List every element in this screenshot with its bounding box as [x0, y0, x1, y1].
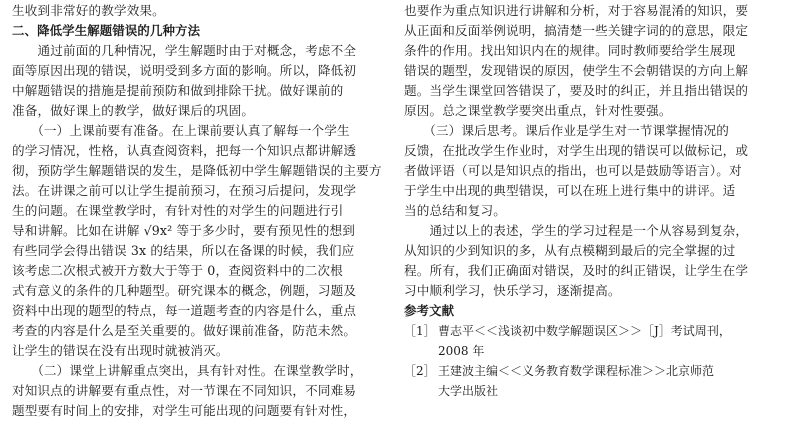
reference-number: ［2］: [404, 364, 436, 378]
text-line: 式有意义的条件的几种题型。研究课本的概念，例题，习题及: [12, 283, 357, 298]
text-line: 者做评语（可以是知识点的指出，也可以是鼓励等语言）。对: [404, 163, 742, 178]
text-line: 中解题错误的措施是提前预防和做到排除干扰。做好课前的: [12, 83, 344, 98]
text-line: 有些同学会得出错误 3x 的结果，所以在备课的时候，我们应: [12, 243, 355, 258]
reference-text: 曹志平＜＜浅谈初中数学解题误区＞＞［J］考试周刊，: [438, 324, 731, 338]
text-line: 彻，预防学生解题错误的发生，是降低初中学生解题错误的主要方: [12, 163, 382, 178]
text-line: 习中顺利学习，快乐学习，逐渐提高。: [404, 283, 621, 298]
text-line: 该考虑二次根式被开方数大于等于 0，查阅资料中的二次根: [12, 263, 343, 278]
reference-text: 王建波主编＜＜义务教育数学课程标准＞＞北京师范: [438, 364, 715, 378]
text-line: 面等原因出现的错误，说明受到多方面的影响。所以，降低初: [12, 63, 357, 78]
text-line: 程。所有，我们正确面对错误，及时的纠正错误，让学生在学: [404, 263, 749, 278]
section-heading: 二、降低学生解题错误的几种方法: [12, 23, 201, 38]
text-line: 错误的题型，发现错误的原因，使学生不会朝错误的方向上解: [404, 63, 749, 78]
text-line: 从知识的少到知识的多，从有点模糊到最后的完全掌握的过: [404, 243, 736, 258]
text-line: 法。在讲课之前可以让学生提前预习，在预习后提问，发现学: [12, 183, 357, 198]
text-line: 生收到非常好的教学效果。: [12, 3, 165, 18]
text-line: 反馈，在批改学生作业时，对学生出现的错误可以做标记，或: [404, 143, 749, 158]
text-line: （一）上课前要有准备。在上课前要认真了解每一个学生: [12, 123, 350, 138]
reference-item: [404, 321, 790, 341]
text-line: 也要作为重点知识进行讲解和分析，对于容易混淆的知识，要: [404, 3, 749, 18]
reference-list: [404, 321, 790, 401]
left-column: [12, 1, 390, 421]
reference-text-continued: 2008 年: [438, 344, 485, 358]
text-line: 从正面和反面举例说明，搞清楚一些关键字词的的意思，限定: [404, 23, 749, 38]
text-line: 于学生中出现的典型错误，可以在班上进行集中的讲评。适: [404, 183, 736, 198]
reference-text-continued: 大学出版社: [438, 384, 499, 398]
text-line: 的学习情况，性格，认真查阅资料，把每一个知识点都讲解透: [12, 143, 357, 158]
text-line: 通过以上的表述，学生的学习过程是一个从容易到复杂，: [404, 223, 749, 238]
text-line: 生的问题。在课堂教学时，有针对性的对学生的问题进行引: [12, 203, 344, 218]
text-line: （二）课堂上讲解重点突出，具有针对性。在课堂教学时，: [12, 363, 363, 378]
text-line: （三）课后思考。课后作业是学生对一节课掌握情况的: [404, 123, 730, 138]
text-line: 条件的作用。找出知识内在的规律。同时教师要给学生展现: [404, 43, 736, 58]
right-column: [404, 1, 790, 401]
text-line: 让学生的错误在没有出现时就被消灭。: [12, 343, 229, 358]
text-line: 当的总结和复习。: [404, 203, 506, 218]
text-line: 通过前面的几种情况，学生解题时由于对概念，考虑不全: [12, 43, 357, 58]
text-line: 导和讲解。比如在讲解 √9x² 等于多少时，要有预见性的想到: [12, 223, 355, 238]
text-line: 对知识点的讲解要有重点性，对一节课在不同知识，不同难易: [12, 383, 357, 398]
text-line: 原因。总之课堂教学要突出重点，针对性要强。: [404, 103, 672, 118]
text-line: 题型要有时间上的安排，对学生可能出现的问题要有针对性，: [12, 403, 357, 418]
text-line: 准备，做好课上的教学，做好课后的巩固。: [12, 103, 255, 118]
text-line: 题。当学生课堂回答错误了，要及时的纠正，并且指出错误的: [404, 83, 749, 98]
reference-item: [404, 361, 790, 381]
text-line: 资料中出现的题型的特点，每一道题考查的内容是什么，重点: [12, 303, 357, 318]
reference-number: ［1］: [404, 324, 436, 338]
text-line: 考查的内容是什么是至关重要的。做好课前准备，防范未然。: [12, 323, 357, 338]
references-heading: 参考文献: [404, 303, 455, 318]
